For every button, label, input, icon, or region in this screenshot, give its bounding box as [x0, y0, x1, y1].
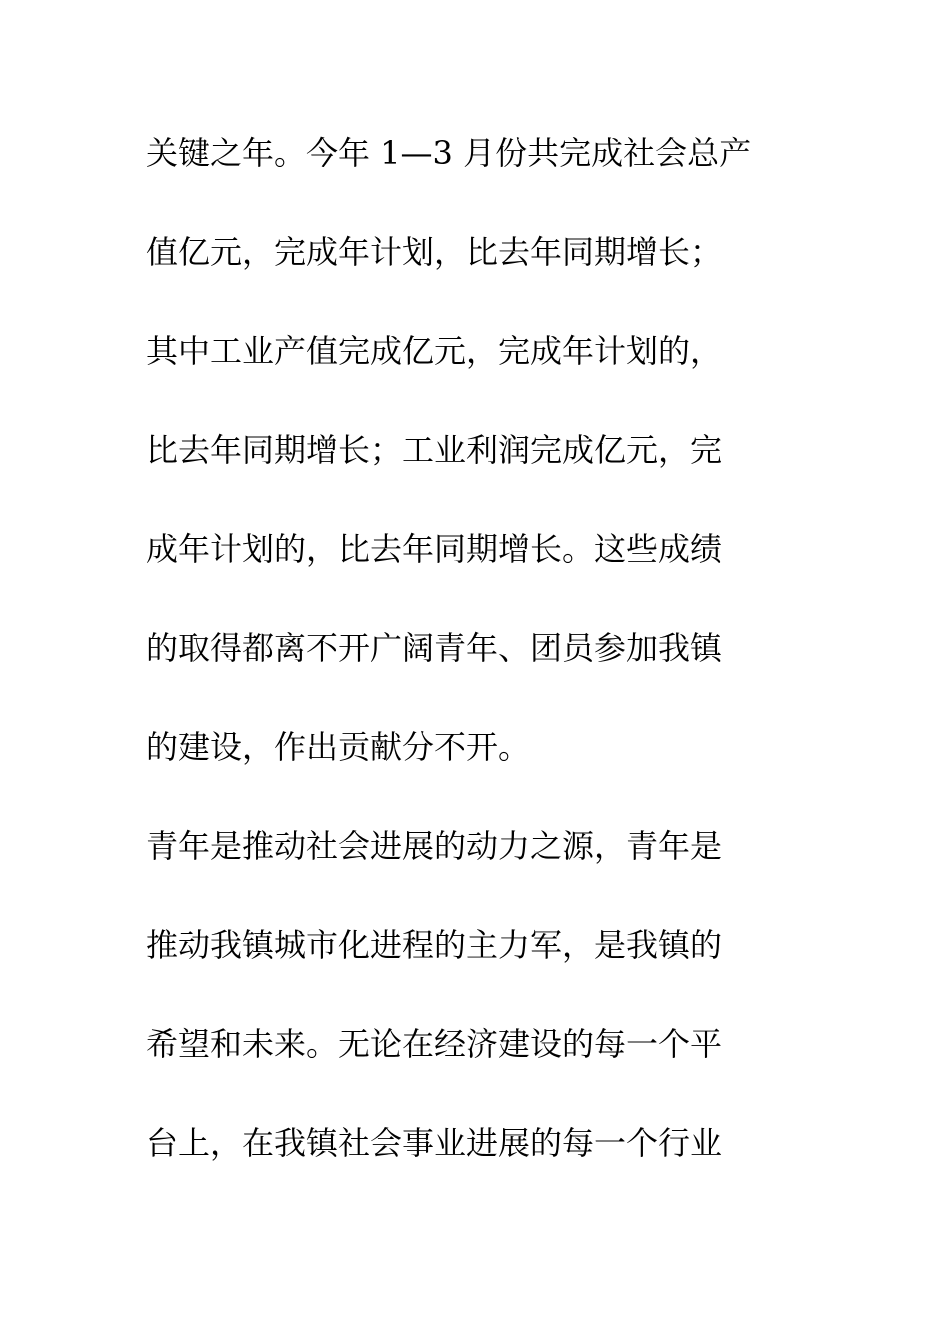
text-line: 的建设，作出贡献分不开。: [146, 728, 531, 766]
text-line: 比去年同期增长；工业利润完成亿元，完: [146, 431, 723, 469]
text-line: 推动我镇城市化进程的主力军，是我镇的: [146, 926, 723, 964]
text-line: 值亿元，完成年计划，比去年同期增长；: [146, 233, 723, 271]
body-text: [146, 128, 826, 1217]
text-line: 其中工业产值完成亿元，完成年计划的，: [146, 332, 723, 370]
text-line: 青年是推动社会进展的动力之源，青年是: [146, 827, 723, 865]
text-line: 的取得都离不开广阔青年、团员参加我镇: [146, 629, 723, 667]
text-line: 希望和未来。无论在经济建设的每一个平: [146, 1025, 723, 1063]
text-line: 关键之年。今年 1—3 月份共完成社会总产: [146, 134, 752, 172]
text-line: 台上，在我镇社会事业进展的每一个行业: [146, 1124, 723, 1162]
text-line: 成年计划的，比去年同期增长。这些成绩: [146, 530, 723, 568]
